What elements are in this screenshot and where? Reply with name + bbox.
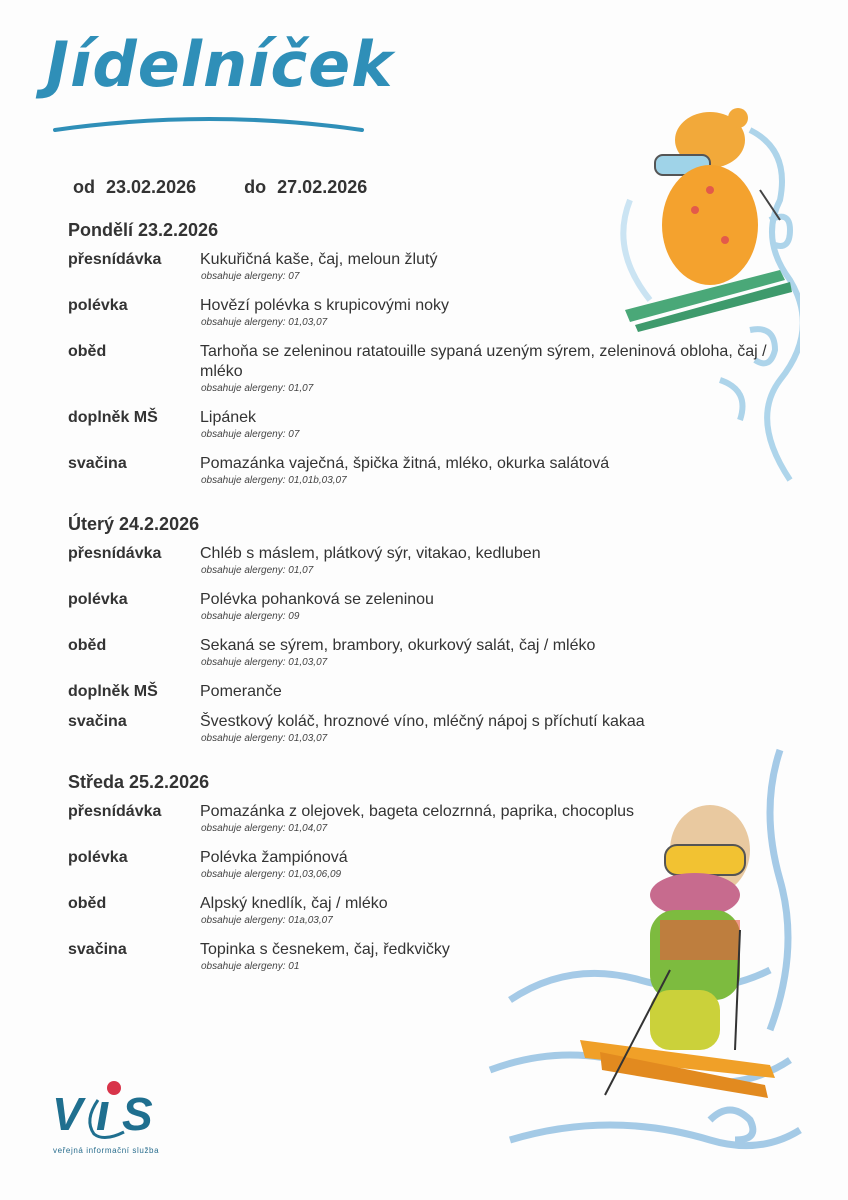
svg-text:V: V bbox=[52, 1088, 83, 1140]
meal-food: Pomazánka vaječná, špička žitná, mléko, okurka salátová bbox=[200, 455, 610, 472]
meal-label: oběd bbox=[68, 343, 107, 360]
day-title: Pondělí 23.2.2026 bbox=[68, 220, 219, 240]
meal-allergens: obsahuje alergeny: 01,03,07 bbox=[201, 657, 328, 668]
meal-row bbox=[68, 894, 808, 928]
meal-allergens: obsahuje alergeny: 07 bbox=[201, 271, 300, 282]
meal-food: Lipánek bbox=[200, 409, 257, 426]
meal-allergens: obsahuje alergeny: 01,07 bbox=[201, 565, 314, 576]
meal-row bbox=[68, 712, 808, 746]
meal-label: doplněk MŠ bbox=[68, 683, 158, 700]
meal-row bbox=[68, 802, 808, 836]
meal-row bbox=[68, 848, 808, 882]
page-title: Jídelníček bbox=[46, 28, 394, 101]
meal-food: Alpský knedlík, čaj / mléko bbox=[200, 895, 388, 912]
meal-food: Polévka žampiónová bbox=[200, 849, 348, 866]
from-label: od bbox=[73, 177, 95, 197]
meal-allergens: obsahuje alergeny: 09 bbox=[201, 611, 300, 622]
menu-list bbox=[68, 220, 808, 986]
meal-food: Sekaná se sýrem, brambory, okurkový salát, čaj / mléko bbox=[200, 637, 596, 654]
meal-label: přesnídávka bbox=[68, 251, 162, 268]
meal-label: oběd bbox=[68, 637, 107, 654]
to-label: do bbox=[244, 177, 267, 197]
meal-label: oběd bbox=[68, 895, 107, 912]
meal-label: polévka bbox=[68, 297, 128, 314]
day-tuesday bbox=[68, 514, 808, 746]
meal-allergens: obsahuje alergeny: 01,03,07 bbox=[201, 733, 328, 744]
meal-row bbox=[68, 408, 808, 442]
meal-label: přesnídávka bbox=[68, 545, 162, 562]
meal-label: polévka bbox=[68, 591, 128, 608]
day-monday bbox=[68, 220, 808, 488]
day-wednesday bbox=[68, 772, 808, 974]
vis-logo bbox=[50, 1078, 170, 1144]
meal-food: Pomeranče bbox=[200, 683, 282, 700]
meal-allergens: obsahuje alergeny: 01,07 bbox=[201, 383, 314, 394]
meal-label: přesnídávka bbox=[68, 803, 162, 820]
meal-row bbox=[68, 342, 808, 396]
meal-food: Švestkový koláč, hroznové víno, mléčný nápoj s příchutí kakaa bbox=[200, 713, 645, 730]
meal-label: polévka bbox=[68, 849, 128, 866]
meal-row bbox=[68, 296, 808, 330]
day-title: Středa 25.2.2026 bbox=[68, 772, 210, 792]
svg-text:S: S bbox=[122, 1088, 153, 1140]
day-title: Úterý 24.2.2026 bbox=[68, 514, 200, 534]
meal-row bbox=[68, 544, 808, 578]
meal-food: Pomazánka z olejovek, bageta celozrnná, paprika, chocoplus bbox=[200, 803, 635, 820]
meal-allergens: obsahuje alergeny: 01a,03,07 bbox=[201, 915, 333, 926]
meal-allergens: obsahuje alergeny: 01,01b,03,07 bbox=[201, 475, 347, 486]
meal-food: Tarhoňa se zeleninou ratatouille sypaná uzeným sýrem, zeleninová obloha, čaj / mléko bbox=[200, 343, 767, 380]
meal-allergens: obsahuje alergeny: 07 bbox=[201, 429, 300, 440]
meal-row bbox=[68, 940, 808, 974]
meal-food: Chléb s máslem, plátkový sýr, vitakao, kedluben bbox=[200, 545, 541, 562]
meal-row bbox=[68, 250, 808, 284]
meal-allergens: obsahuje alergeny: 01,04,07 bbox=[201, 823, 328, 834]
meal-food: Hovězí polévka s krupicovými noky bbox=[200, 297, 449, 314]
meal-food: Polévka pohanková se zeleninou bbox=[200, 591, 434, 608]
meal-row bbox=[68, 636, 808, 670]
meal-label: svačina bbox=[68, 455, 127, 472]
to-date: 27.02.2026 bbox=[277, 177, 368, 197]
meal-allergens: obsahuje alergeny: 01,03,07 bbox=[201, 317, 328, 328]
title-underline bbox=[50, 108, 370, 138]
date-range bbox=[73, 177, 373, 198]
from-date: 23.02.2026 bbox=[106, 177, 197, 197]
meal-row bbox=[68, 682, 808, 702]
meal-allergens: obsahuje alergeny: 01,03,06,09 bbox=[201, 869, 342, 880]
meal-label: svačina bbox=[68, 941, 127, 958]
meal-label: svačina bbox=[68, 713, 127, 730]
meal-food: Kukuřičná kaše, čaj, meloun žlutý bbox=[200, 251, 438, 268]
meal-row bbox=[68, 590, 808, 624]
meal-food: Topinka s česnekem, čaj, ředkvičky bbox=[200, 941, 450, 958]
meal-label: doplněk MŠ bbox=[68, 409, 158, 426]
meal-row bbox=[68, 454, 808, 488]
meal-allergens: obsahuje alergeny: 01 bbox=[201, 961, 300, 972]
logo-tagline: veřejná informační služba bbox=[53, 1146, 160, 1155]
